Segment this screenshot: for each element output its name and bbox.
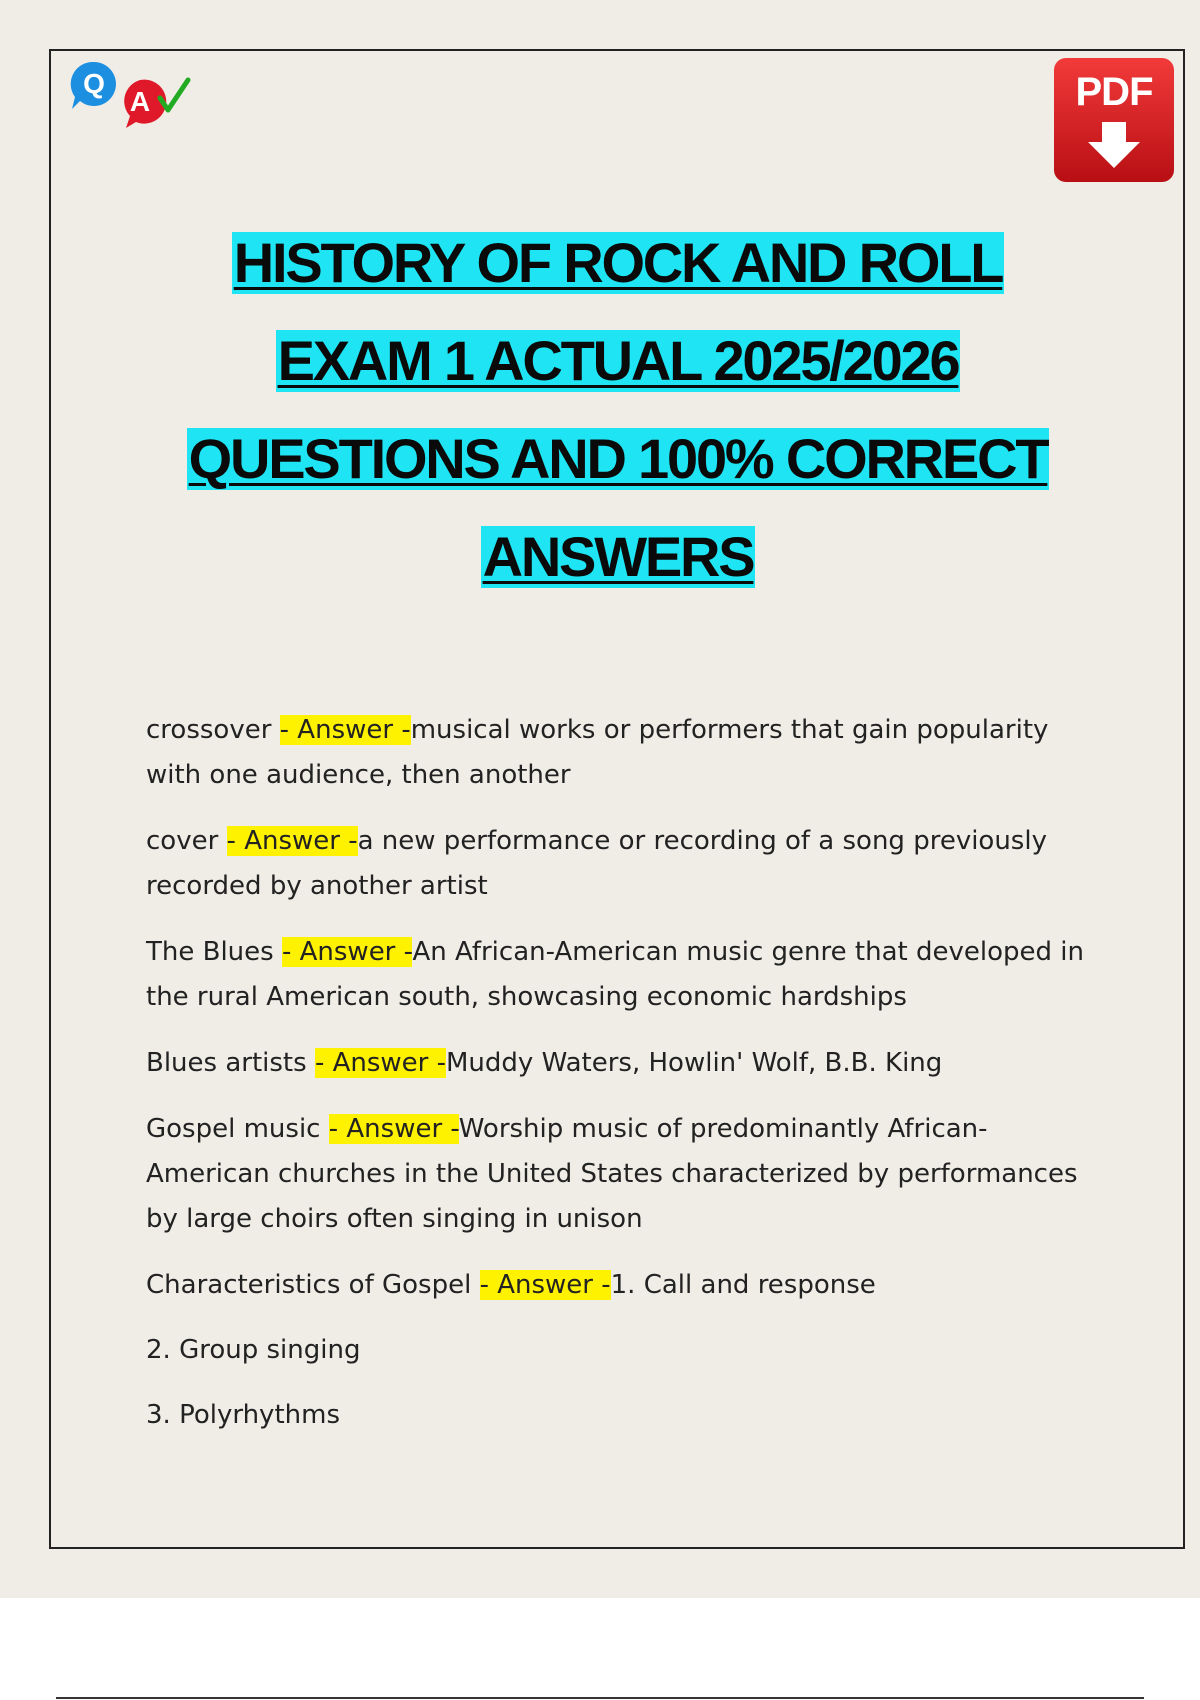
title-line: EXAM 1 ACTUAL 2025/2026 xyxy=(277,329,959,392)
qa-term: Blues artists xyxy=(146,1048,315,1078)
qa-definition: 1. Call and response xyxy=(610,1270,876,1300)
qa-continuation-line: 3. Polyrhythms xyxy=(146,1400,340,1430)
answer-marker: - Answer - xyxy=(279,715,411,745)
answer-marker: - Answer - xyxy=(314,1048,446,1078)
qa-item xyxy=(146,930,1096,1020)
qa-list xyxy=(146,708,1096,1458)
qa-definition: musical works or performers that gain popularity with one audience, then another xyxy=(146,715,1049,790)
qa-continuation-line: 2. Group singing xyxy=(146,1335,361,1365)
qa-check-logo-icon xyxy=(68,58,192,130)
qa-item xyxy=(146,819,1096,909)
answer-marker: - Answer - xyxy=(479,1270,611,1300)
qa-term: Gospel music xyxy=(146,1114,329,1144)
answer-marker: - Answer - xyxy=(281,937,413,967)
qa-item xyxy=(146,1263,1096,1308)
title-line: HISTORY OF ROCK AND ROLL xyxy=(233,231,1003,294)
qa-term: The Blues xyxy=(146,937,282,967)
svg-text:Q: Q xyxy=(83,68,105,99)
qa-item xyxy=(146,1041,1096,1086)
pdf-download-icon[interactable] xyxy=(1052,56,1176,184)
svg-text:A: A xyxy=(129,86,151,117)
qa-item xyxy=(146,708,1096,798)
qa-definition: An African-American music genre that developed in the rural American south, showcasing economic hardships xyxy=(146,937,1084,1012)
qa-term: Characteristics of Gospel xyxy=(146,1270,480,1300)
answer-marker: - Answer - xyxy=(328,1114,459,1144)
pdf-label: PDF xyxy=(1075,70,1153,114)
qa-definition: Worship music of predominantly African-American churches in the United States characterized by performances by large choirs often singing in unison xyxy=(146,1114,1078,1234)
title-line: QUESTIONS AND 100% CORRECT xyxy=(188,427,1048,490)
qa-term: crossover xyxy=(146,715,280,745)
qa-definition: Muddy Waters, Howlin' Wolf, B.B. King xyxy=(446,1048,943,1078)
answer-marker: - Answer - xyxy=(226,826,358,856)
title-line: ANSWERS xyxy=(482,525,754,588)
qa-term: cover xyxy=(146,826,227,856)
qa-item xyxy=(146,1107,1096,1242)
footer-divider xyxy=(56,1697,1144,1699)
qa-definition: a new performance or recording of a song previously recorded by another artist xyxy=(146,826,1047,901)
document-title xyxy=(0,232,1200,624)
